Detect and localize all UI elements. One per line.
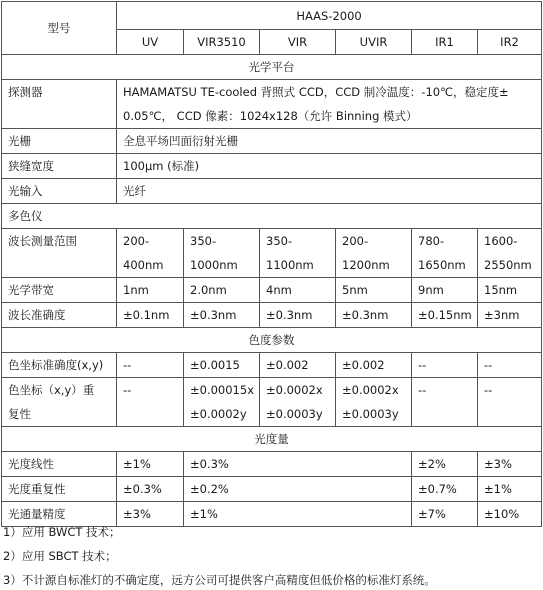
flux-accuracy-uv: ±3% <box>117 502 184 527</box>
xy-accuracy-ir2: -- <box>478 353 542 378</box>
wavelength-range-vir: 350- 1100nm <box>260 229 336 278</box>
wavelength-range-uvir: 200- 1200nm <box>336 229 412 278</box>
wavelength-accuracy-ir1: ±0.15nm <box>412 303 478 328</box>
flux-accuracy-label: 光通量精度 <box>2 502 117 527</box>
xy-accuracy-label: 色坐标准确度(x,y) <box>2 353 117 378</box>
wavelength-range-vir3510: 350- 1000nm <box>184 229 260 278</box>
xy-repeatability-ir2: -- <box>478 378 542 427</box>
flux-accuracy-ir2: ±10% <box>478 502 542 527</box>
variant-vir3510: VIR3510 <box>184 30 260 55</box>
repeatability-uv: ±0.3% <box>117 477 184 502</box>
detector-label: 探测器 <box>2 80 117 129</box>
repeatability-label: 光度重复性 <box>2 477 117 502</box>
wavelength-accuracy-vir3510: ±0.3nm <box>184 303 260 328</box>
spec-table <box>1 1 542 527</box>
wavelength-accuracy-vir: ±0.3nm <box>260 303 336 328</box>
variant-uv: UV <box>117 30 184 55</box>
bandwidth-ir2: 15nm <box>478 278 542 303</box>
linearity-vis: ±0.3% <box>184 452 412 477</box>
xy-accuracy-uvir: ±0.002 <box>336 353 412 378</box>
detector-value: HAMAMATSU TE-cooled 背照式 CCD，CCD 制冷温度：-10℃，稳定度± 0.05℃， CCD 像素：1024x128（允许 Binning 模式） <box>117 80 542 129</box>
wavelength-accuracy-uvir: ±0.3nm <box>336 303 412 328</box>
model-label: 型号 <box>2 2 117 55</box>
xy-accuracy-uv: -- <box>117 353 184 378</box>
grating-value: 全息平场凹面衍射光栅 <box>117 129 542 154</box>
note-2: 2）应用 SBCT 技术； <box>3 549 117 563</box>
repeatability-ir1: ±0.7% <box>412 477 478 502</box>
input-label: 光输入 <box>2 179 117 204</box>
xy-repeatability-vir3510: ±0.00015x ±0.0002y <box>184 378 260 427</box>
section-chromaticity: 色度参数 <box>2 328 542 353</box>
linearity-uv: ±1% <box>117 452 184 477</box>
wavelength-accuracy-ir2: ±3nm <box>478 303 542 328</box>
variant-ir1: IR1 <box>412 30 478 55</box>
bandwidth-vir3510: 2.0nm <box>184 278 260 303</box>
variant-uvir: UVIR <box>336 30 412 55</box>
wavelength-accuracy-uv: ±0.1nm <box>117 303 184 328</box>
bandwidth-vir: 4nm <box>260 278 336 303</box>
slit-value: 100μm (标准) <box>117 154 542 179</box>
wavelength-accuracy-label: 波长准确度 <box>2 303 117 328</box>
section-optical-platform: 光学平台 <box>2 55 542 80</box>
linearity-ir1: ±2% <box>412 452 478 477</box>
slit-label: 狭缝宽度 <box>2 154 117 179</box>
wavelength-range-ir2: 1600- 2550nm <box>478 229 542 278</box>
note-1: 1）应用 BWCT 技术； <box>3 525 121 539</box>
bandwidth-label: 光学带宽 <box>2 278 117 303</box>
section-polychromator: 多色仪 <box>2 204 542 229</box>
section-photometric: 光度量 <box>2 427 542 452</box>
variant-vir: VIR <box>260 30 336 55</box>
linearity-ir2: ±3% <box>478 452 542 477</box>
input-value: 光纤 <box>117 179 542 204</box>
xy-repeatability-vir: ±0.0002x ±0.0003y <box>260 378 336 427</box>
flux-accuracy-ir1: ±7% <box>412 502 478 527</box>
linearity-label: 光度线性 <box>2 452 117 477</box>
flux-accuracy-vis: ±1% <box>184 502 412 527</box>
xy-repeatability-ir1: -- <box>412 378 478 427</box>
xy-accuracy-vir3510: ±0.0015 <box>184 353 260 378</box>
xy-repeatability-label: 色坐标（x,y）重 复性 <box>2 378 117 427</box>
bandwidth-uv: 1nm <box>117 278 184 303</box>
repeatability-ir2: ±1% <box>478 477 542 502</box>
xy-repeatability-uv: -- <box>117 378 184 427</box>
variant-ir2: IR2 <box>478 30 542 55</box>
wavelength-range-ir1: 780- 1650nm <box>412 229 478 278</box>
xy-repeatability-uvir: ±0.0002x ±0.0003y <box>336 378 412 427</box>
grating-label: 光栅 <box>2 129 117 154</box>
wavelength-range-uv: 200- 400nm <box>117 229 184 278</box>
note-3: 3）不计源自标准灯的不确定度，远方公司可提供客户高精度但低价格的标准灯系统。 <box>3 573 436 587</box>
model-name: HAAS-2000 <box>117 2 542 30</box>
xy-accuracy-vir: ±0.002 <box>260 353 336 378</box>
bandwidth-uvir: 5nm <box>336 278 412 303</box>
repeatability-vis: ±0.2% <box>184 477 412 502</box>
wavelength-range-label: 波长测量范围 <box>2 229 117 278</box>
xy-accuracy-ir1: -- <box>412 353 478 378</box>
bandwidth-ir1: 9nm <box>412 278 478 303</box>
